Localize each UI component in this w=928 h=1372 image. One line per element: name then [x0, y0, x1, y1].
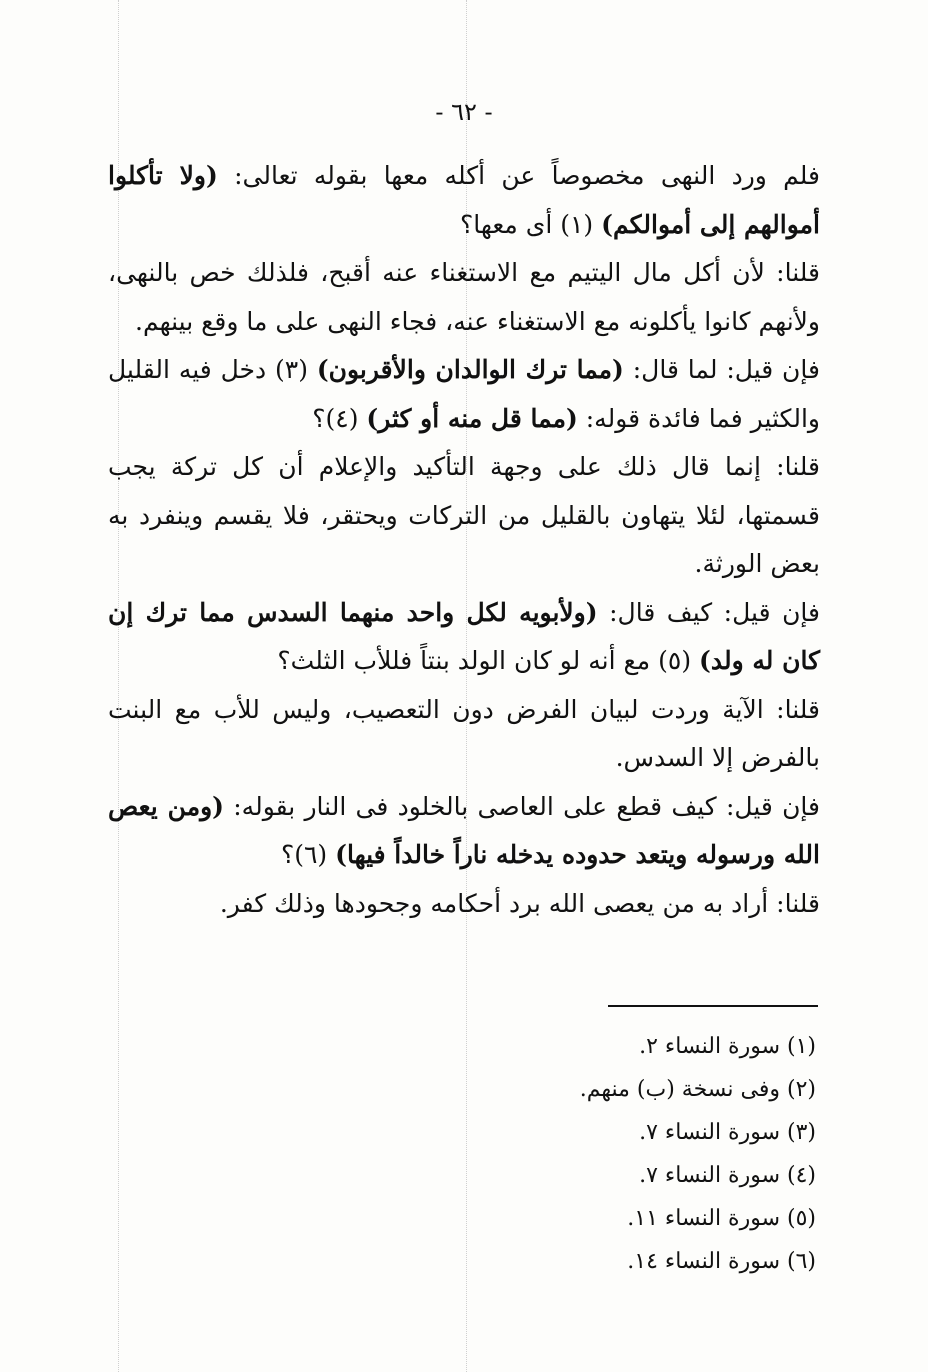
- paragraph: [108, 783, 820, 880]
- text-segment: (٣) دخل فيه القليل والكثير فما فائدة قوله:: [108, 355, 820, 433]
- quran-quote: (ولا تأكلوا أموالهم إلى أموالكم): [108, 161, 820, 239]
- paragraph: [108, 346, 820, 443]
- text-segment: (٤)؟: [312, 403, 367, 433]
- footnote: (٤) سورة النساء ٧.: [639, 1163, 816, 1188]
- footnotes: [436, 1025, 816, 1283]
- paragraph: [108, 686, 820, 783]
- text-segment: فإن قيل: لما قال:: [623, 355, 820, 384]
- page-number: - ٦٢ -: [435, 98, 493, 126]
- paragraph: [108, 443, 820, 589]
- paragraph: [108, 880, 820, 929]
- text-segment: قلنا: لأن أكل مال اليتيم مع الاستغناء عنه أقبح، فلذلك خص بالنهى، ولأنهم كانوا يأكلونه مع الاستغناء عنه، فجاء النهى على ما وقع بينهم.: [108, 258, 820, 336]
- text-segment: فإن قيل: كيف قطع على العاصى بالخلود فى النار بقوله:: [224, 791, 820, 821]
- main-text: [108, 152, 820, 928]
- paragraph: [108, 589, 820, 686]
- text-segment: (٦)؟: [280, 840, 336, 869]
- text-segment: (٥) مع أنه لو كان الولد بنتاً فللأب الثلث؟: [277, 646, 700, 675]
- quran-quote: (مما ترك الوالدان والأقربون): [316, 355, 624, 384]
- quran-quote: (ومن يعص الله ورسوله ويتعد حدوده يدخله ناراً خالداً فيها): [108, 791, 820, 869]
- quran-quote: (مما قل منه أو كثر): [366, 403, 578, 433]
- text-segment: قلنا: إنما قال ذلك على وجهة التأكيد والإعلام أن كل تركة يجب قسمتها، لئلا يتهاون بالقليل من التركات ويحتقر، فلا يقسم وينفرد به بعض الورثة.: [108, 452, 820, 578]
- text-segment: فإن قيل: كيف قال:: [597, 597, 820, 627]
- text-segment: قلنا: الآية وردت لبيان الفرض دون التعصيب، وليس للأب مع البنت بالفرض إلا السدس.: [108, 694, 820, 772]
- footnote: (٢) وفى نسخة (ب) منهم.: [579, 1077, 816, 1102]
- footnote: (٣) سورة النساء ٧.: [639, 1120, 816, 1145]
- paragraph: [108, 249, 820, 346]
- footnote-divider: [608, 1005, 818, 1007]
- quran-quote: (ولأبويه لكل واحد منهما السدس مما ترك إن كان له ولد): [108, 597, 820, 675]
- text-segment: (١) أى معها؟: [459, 209, 602, 239]
- text-segment: قلنا: أراد به من يعصى الله برد أحكامه وجحودها وذلك كفر.: [219, 888, 820, 918]
- footnote: (٦) سورة النساء ١٤.: [627, 1249, 816, 1274]
- paragraph: [108, 152, 820, 249]
- footnote: (٥) سورة النساء ١١.: [627, 1206, 816, 1231]
- footnote: (١) سورة النساء ٢.: [639, 1034, 816, 1059]
- text-segment: فلم ورد النهى مخصوصاً عن أكله معها بقوله تعالى:: [217, 161, 820, 190]
